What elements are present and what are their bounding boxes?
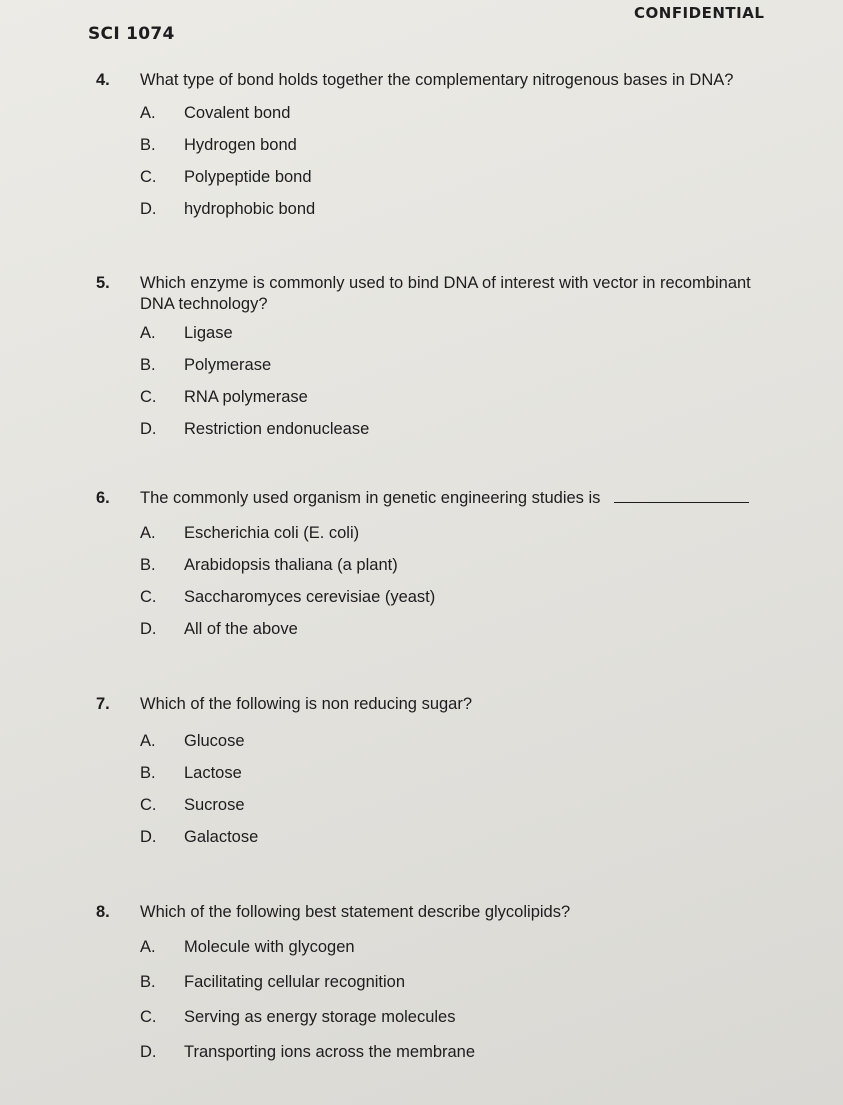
option-letter: A.: [140, 732, 156, 750]
option-b[interactable]: [140, 972, 786, 1007]
option-text: Arabidopsis thaliana (a plant): [184, 556, 398, 574]
course-code: SCI 1074: [88, 24, 175, 44]
option-text: Sucrose: [184, 796, 245, 814]
option-letter: D.: [140, 420, 157, 438]
option-d[interactable]: [140, 419, 776, 451]
option-letter: B.: [140, 136, 156, 154]
option-text: Hydrogen bond: [184, 136, 297, 154]
option-letter: B.: [140, 973, 156, 991]
option-text: RNA polymerase: [184, 388, 308, 406]
option-c[interactable]: [140, 387, 776, 419]
option-letter: D.: [140, 1043, 157, 1061]
option-text: Galactose: [184, 828, 259, 846]
option-text: Lactose: [184, 764, 242, 782]
question-number: 8.: [96, 903, 110, 921]
question-8: [96, 902, 786, 1077]
options-list: [140, 323, 776, 451]
option-letter: B.: [140, 356, 156, 374]
option-text: Facilitating cellular recognition: [184, 973, 406, 991]
option-text: Glucose: [184, 732, 245, 750]
question-text: Which of the following best statement describe glycolipids?: [140, 903, 571, 921]
question-text: The commonly used organism in genetic engineering studies is: [140, 489, 601, 507]
options-list: [140, 937, 786, 1077]
option-text: All of the above: [184, 620, 298, 638]
option-text: Ligase: [184, 324, 233, 342]
option-text: Covalent bond: [184, 104, 291, 122]
option-c[interactable]: [140, 795, 786, 827]
question-number: 4.: [96, 71, 110, 89]
option-b[interactable]: [140, 135, 786, 167]
option-c[interactable]: [140, 587, 786, 619]
option-c[interactable]: [140, 1007, 786, 1042]
option-a[interactable]: [140, 731, 786, 763]
options-list: [140, 523, 786, 651]
answer-blank: [614, 501, 749, 503]
option-letter: A.: [140, 104, 156, 122]
option-b[interactable]: [140, 355, 776, 387]
option-a[interactable]: [140, 523, 786, 555]
option-text: Restriction endonuclease: [184, 420, 370, 438]
option-letter: A.: [140, 938, 156, 956]
option-letter: D.: [140, 620, 157, 638]
option-letter: D.: [140, 200, 157, 218]
question-text: Which enzyme is commonly used to bind DNA of interest with vector in recombinant DNA technology?: [140, 274, 751, 313]
option-letter: C.: [140, 388, 157, 406]
option-letter: C.: [140, 796, 157, 814]
options-list: [140, 731, 786, 859]
option-d[interactable]: [140, 199, 786, 231]
option-text: Transporting ions across the membrane: [184, 1043, 476, 1061]
question-text: What type of bond holds together the complementary nitrogenous bases in DNA?: [140, 71, 734, 89]
option-letter: A.: [140, 524, 156, 542]
question-text: Which of the following is non reducing sugar?: [140, 695, 473, 713]
question-5: [96, 273, 776, 451]
option-letter: C.: [140, 588, 157, 606]
option-letter: B.: [140, 764, 156, 782]
option-c[interactable]: [140, 167, 786, 199]
option-letter: C.: [140, 168, 157, 186]
question-number: 5.: [96, 274, 110, 292]
option-text: Escherichia coli (E. coli): [184, 524, 360, 542]
option-a[interactable]: [140, 323, 776, 355]
option-b[interactable]: [140, 555, 786, 587]
option-letter: D.: [140, 828, 157, 846]
option-a[interactable]: [140, 103, 786, 135]
option-text: Polymerase: [184, 356, 272, 374]
option-text: hydrophobic bond: [184, 200, 316, 218]
option-letter: B.: [140, 556, 156, 574]
option-d[interactable]: [140, 827, 786, 859]
option-letter: C.: [140, 1008, 157, 1026]
option-letter: A.: [140, 324, 156, 342]
question-number: 7.: [96, 695, 110, 713]
option-b[interactable]: [140, 763, 786, 795]
question-number: 6.: [96, 489, 110, 507]
option-text: Serving as energy storage molecules: [184, 1008, 456, 1026]
confidential-label: CONFIDENTIAL: [634, 4, 765, 22]
question-7: [96, 694, 786, 859]
option-d[interactable]: [140, 619, 786, 651]
option-text: Saccharomyces cerevisiae (yeast): [184, 588, 436, 606]
question-4: [96, 70, 786, 231]
option-a[interactable]: [140, 937, 786, 972]
option-text: Molecule with glycogen: [184, 938, 355, 956]
option-d[interactable]: [140, 1042, 786, 1077]
option-text: Polypeptide bond: [184, 168, 312, 186]
options-list: [140, 103, 786, 231]
question-6: [96, 488, 786, 651]
